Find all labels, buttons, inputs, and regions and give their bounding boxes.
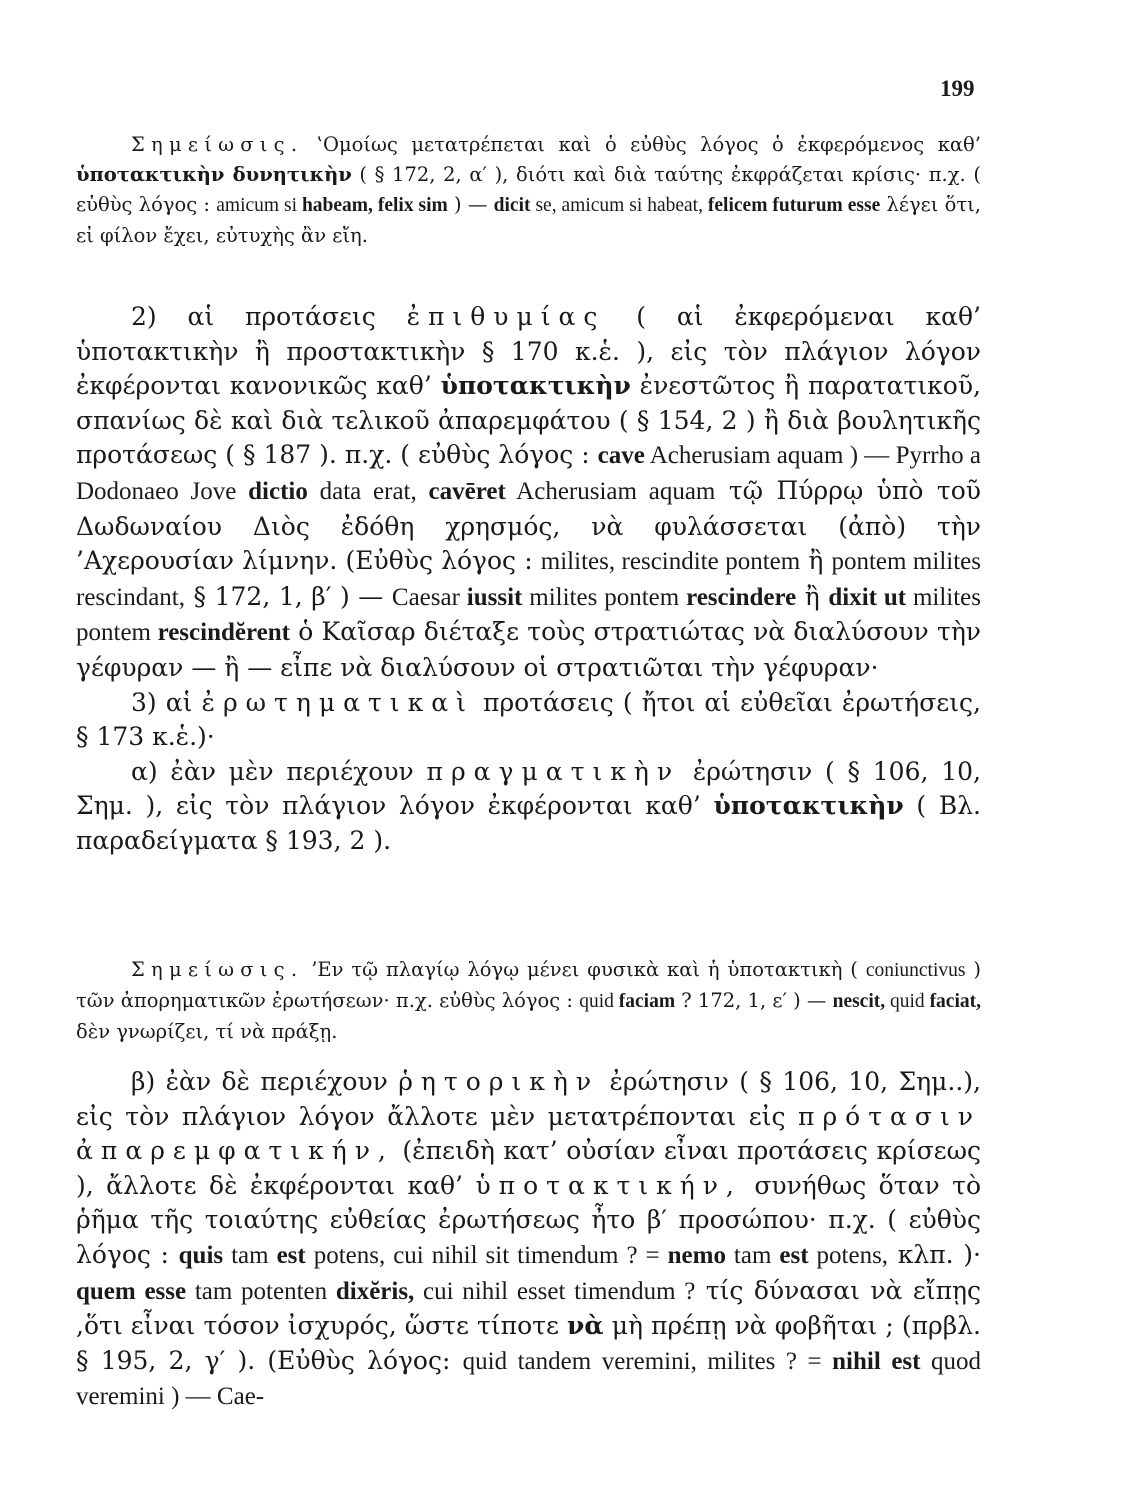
page-number: 199 (940, 76, 975, 101)
paragraph-3b (76, 1065, 981, 1415)
note-1 (76, 130, 981, 251)
paragraph-2-text: 2) αἱ προτάσεις ἐπιθυμίας ( αἱ ἐκφερόμεναι καθ’ ὑποτακτικὴν ἢ προστακτικὴν § 170 κ.ἑ. ), εἰς τὸν πλάγιον λόγον ἐκφέρονται κανονικῶς καθ’ ὑποτακτικὴν ἐνεστῶτος ἢ παρατατικοῦ, σπανίως δὲ καὶ διὰ τελικοῦ ἀπαρεμφάτου ( § 154, 2 ) ἢ διὰ βουλητικῆς προτάσεως ( § 187 ). π.χ. ( εὐθὺς λόγος : cave Acherusiam aquam ) — Pyrrho a Dodonaeo Jove dictio data erat, cavēret Acherusiam aquam τῷ Πύρρῳ ὑπὸ τοῦ Δωδωναίου Διὸς ἐδόθη χρησμός, νὰ φυλάσσεται (ἀπὸ) τὴν ’Αχερουσίαν λίμνην. (Εὐθὺς λόγος : milites, rescindite pontem ἢ pontem milites rescindant, § 172, 1, β′ ) — Caesar iussit milites pontem rescindere ἢ dixit ut milites pontem rescindĕrent ὁ Καῖσαρ διέταξε τοὺς στρατιώτας νὰ διαλύσουν τὴν γέφυραν — ἢ — εἶπε νὰ διαλύσουν οἱ στρατιῶται τὴν γέφυραν· (76, 302, 982, 682)
note-2 (76, 955, 981, 1047)
note-1-text: Σημείωσις. ‛Ομοίως μετατρέπεται καὶ ὁ εὐθὺς λόγος ὁ ἐκφερόμενος καθ’ ὑποτακτικὴν δυνητικὴν ( § 172, 2, α′ ), διότι καὶ διὰ ταύτης ἐκφράζεται κρίσις· π.χ. ( εὐθὺς λόγος : amicum si habeam, felix sim ) — dicit se, amicum si habeat, felicem futurum esse λέγει ὅτι, εἰ φίλον ἔχει, εὐτυχὴς ἂν εἴη. (76, 133, 981, 247)
paragraph-3b-text: β) ἐὰν δὲ περιέχουν ῥητορικὴν ἐρώτησιν ( § 106, 10, Σημ..), εἰς τὸν πλάγιον λόγον ἄλλοτε μὲν μετατρέπονται εἰς πρότασιν ἀπαρεμφατικήν, (ἐπειδὴ κατ’ οὐσίαν εἶναι προτάσεις κρίσεως ), ἄλλοτε δὲ ἐκφέρονται καθ’ ὑποτακτικήν, συνήθως ὅταν τὸ ῥῆμα τῆς τοιαύτης εὐθείας ἐρωτήσεως ἦτο β′ προσώπου· π.χ. ( εὐθὺς λόγος : quis tam est potens, cui nihil sit timendum ? = nemo tam est potens, κλπ. )· quem esse tam potenten dixĕris, cui nihil esset timendum ? τίς δύνασαι νὰ εἴπῃς ,ὅτι εἶναι τόσον ἰσχυρός, ὥστε τίποτε νὰ μὴ πρέπῃ νὰ φοβῆται ; (πρβλ. § 195, 2, γ′ ). (Εὐθὺς λόγος: quid tandem veremini, milites ? = nihil est quod veremini ) — Cae- (76, 1067, 982, 1411)
note-2-text: Σημείωσις. ’Εν τῷ πλαγίῳ λόγῳ μένει φυσικὰ καὶ ἡ ὑποτακτικὴ ( coniunctivus ) τῶν ἀπορηματικῶν ἐρωτήσεων· π.χ. εὐθὺς λόγος : quid faciam ? 172, 1, ε′ ) — nescit, quid faciat, δὲν γνωρίζει, τί νὰ πράξῃ. (76, 958, 981, 1043)
paragraph-3-text: 3) αἱ ἐρωτηματικαὶ προτάσεις ( ἤτοι αἱ εὐθεῖαι ἐρωτήσεις, § 173 κ.ἑ.)· (76, 687, 981, 752)
paragraph-2 (76, 300, 981, 859)
paragraph-3a-text: α) ἐὰν μὲν περιέχουν πραγματικὴν ἐρώτησιν ( § 106, 10, Σημ. ), εἰς τὸν πλάγιον λόγον ἐκφέρονται καθ’ ὑποτακτικὴν ( Βλ. παραδείγματα § 193, 2 ). (76, 756, 981, 855)
